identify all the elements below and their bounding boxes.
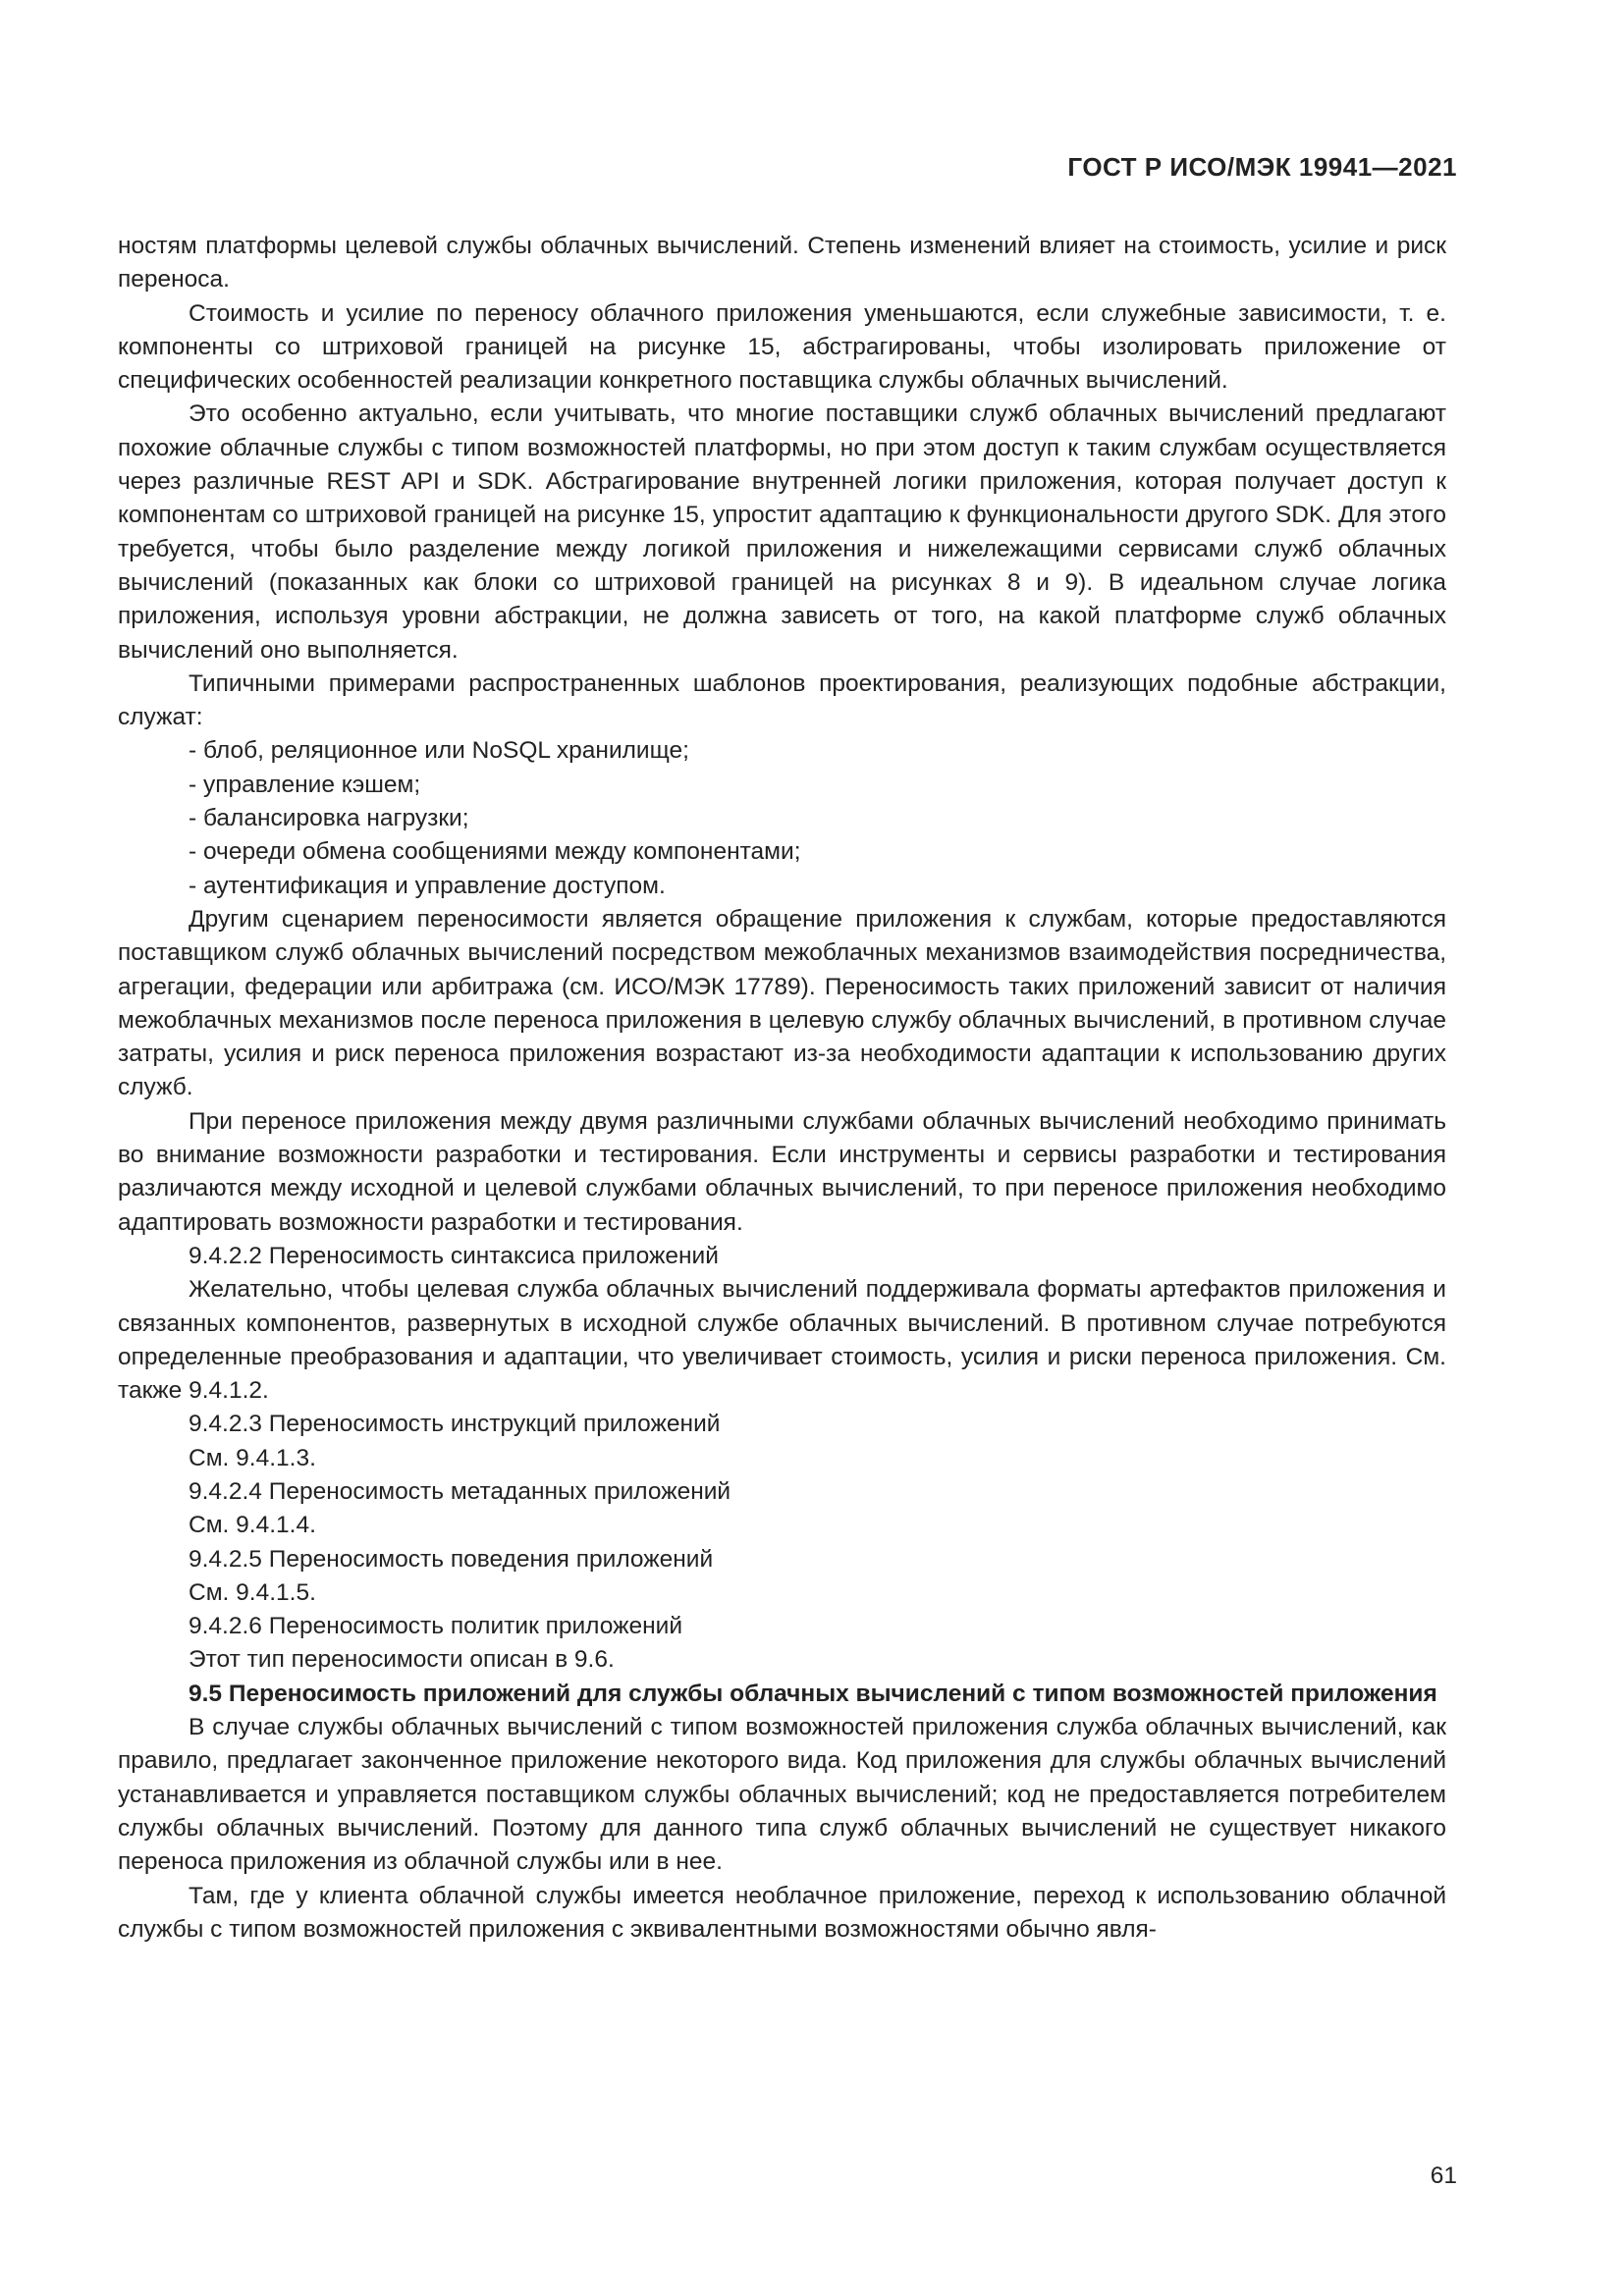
subsection-title: 9.4.2.4 Переносимость метаданных приложений [189,1477,731,1505]
paragraph: При переносе приложения между двумя различными службами облачных вычислений необходимо принимать во внимание возможности разработки и тестирования. Если инструменты и сервисы разработки и тестирования различаются между исходной и целевой службами облачных вычислений, то при переносе приложения необходимо адаптировать возможности разработки и тестирования. [118,1107,1446,1236]
document-id-header: ГОСТ Р ИСО/МЭК 19941—2021 [1067,152,1457,182]
list-item: - балансировка нагрузки; [189,805,469,832]
paragraph: Стоимость и усилие по переносу облачного приложения уменьшаются, если служебные зависимости, т. е. компоненты со штриховой границей на рисунке 15, абстрагированы, чтобы изолировать приложение от специфических особенностей реализации конкретного поставщика службы облачных вычислений. [118,299,1446,395]
cross-reference: Этот тип переносимости описан в 9.6. [189,1646,615,1674]
pattern-list [118,734,1446,902]
paragraph: Это особенно актуально, если учитывать, что многие поставщики служб облачных вычислений предлагают похожие облачные службы с типом возможностей платформы, но при этом доступ к таким службам осуществляется через различные REST API и SDK. Абстрагирование внутренней логики приложения, которая получает доступ к компонентам со штриховой границей на рисунке 15, упростит адаптацию к функциональности другого SDK. Для этого требуется, чтобы было разделение между логикой приложения и нижележащими сервисами служб облачных вычислений (показанных как блоки со штриховой границей на рисунках 8 и 9). В идеальном случае логика приложения, используя уровни абстракции, не должна зависеть от того, на какой платформе служб облачных вычислений оно выполняется. [118,400,1446,664]
page-number: 61 [1430,2163,1457,2189]
paragraph: Там, где у клиента облачной службы имеется необлачное приложение, переход к использованию облачной службы с типом возможностей приложения с эквивалентными возможностями обычно явля- [118,1882,1446,1943]
paragraph: Желательно, чтобы целевая служба облачных вычислений поддерживала форматы артефактов приложения и связанных компонентов, развернутых в исходной службе облачных вычислений. В противном случае потребуются определенные преобразования и адаптации, что увеличивает стоимость, усилия и риски переноса приложения. См. также 9.4.1.2. [118,1276,1446,1405]
list-item: - блоб, реляционное или NoSQL хранилище; [189,737,689,765]
paragraph: ностям платформы целевой службы облачных вычислений. Степень изменений влияет на стоимость, усилие и риск переноса. [118,233,1446,294]
subsection-title: 9.4.2.5 Переносимость поведения приложений [189,1545,714,1573]
subsection-title: 9.4.2.2 Переносимость синтаксиса приложений [189,1242,719,1269]
subsection-title: 9.4.2.3 Переносимость инструкций приложений [189,1411,721,1438]
cross-reference: См. 9.4.1.5. [189,1578,316,1606]
document-body [118,230,1446,1947]
paragraph: Типичными примерами распространенных шаблонов проектирования, реализующих подобные абстракции, служат: [118,669,1446,731]
list-item: - управление кэшем; [189,771,421,798]
cross-reference: См. 9.4.1.4. [189,1512,316,1539]
paragraph: Другим сценарием переносимости является обращение приложения к службам, которые предоставляются поставщиком служб облачных вычислений посредством межоблачных механизмов взаимодействия посредничества, агрегации, федерации или арбитража (см. ИСО/МЭК 17789). Переносимость таких приложений зависит от наличия межоблачных механизмов после переноса приложения в целевую службу облачных вычислений, в противном случае затраты, усилия и риск переноса приложения возрастают из-за необходимости адаптации к использованию других служб. [118,905,1446,1101]
subsection-title: 9.4.2.6 Переносимость политик приложений [189,1613,683,1640]
list-item: - аутентификация и управление доступом. [189,872,666,899]
list-item: - очереди обмена сообщениями между компонентами; [189,838,801,866]
paragraph: В случае службы облачных вычислений с типом возможностей приложения служба облачных вычислений, как правило, предлагает законченное приложение некоторого вида. Код приложения для службы облачных вычислений устанавливается и управляется поставщиком службы облачных вычислений; код не предоставляется потребителем службы облачных вычислений. Поэтому для данного типа служб облачных вычислений не существует никакого переноса приложения из облачной службы или в нее. [118,1714,1446,1876]
cross-reference: См. 9.4.1.3. [189,1444,316,1471]
section-heading: 9.5 Переносимость приложений для службы облачных вычислений с типом возможностей приложения [189,1680,1437,1707]
